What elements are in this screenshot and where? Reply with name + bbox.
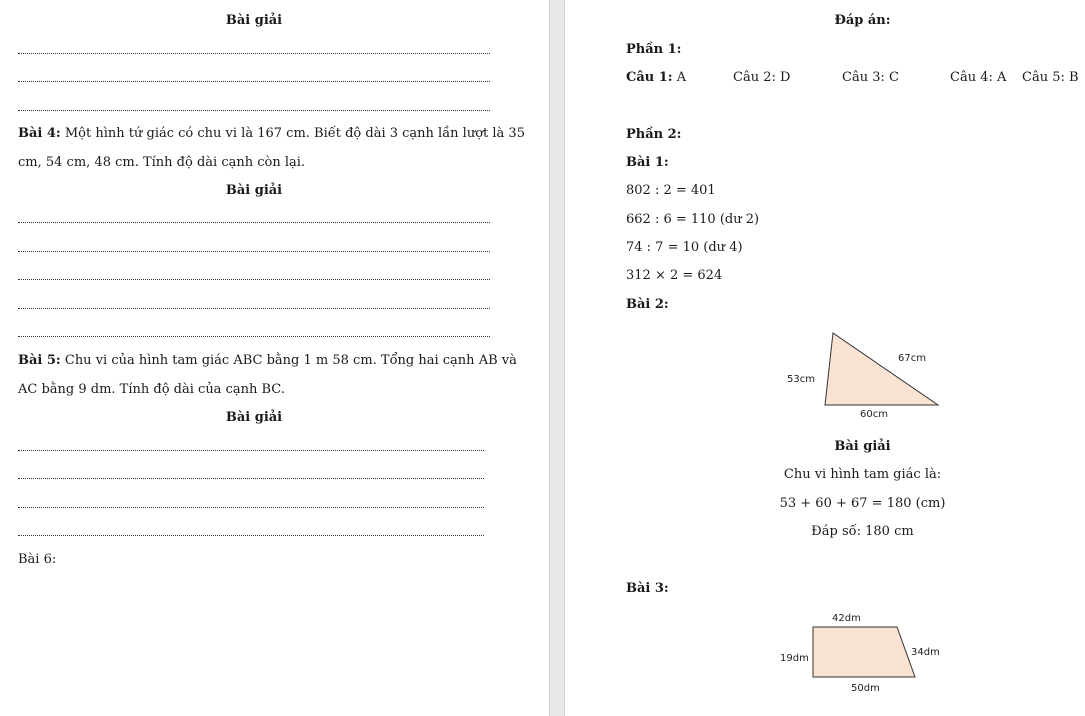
triangle-label-hypotenuse: 67cm — [898, 353, 926, 364]
solution-heading-1: Bài giải — [225, 13, 283, 28]
answer-item-3 — [842, 70, 899, 86]
bai5-label: Bài 5: — [18, 353, 61, 368]
solution-heading-2: Bài giải — [225, 183, 283, 198]
answer-line — [18, 507, 484, 508]
answer-line — [18, 110, 490, 111]
calc-line-3: 74 : 7 = 10 (dư 4) — [626, 240, 743, 255]
answer-line — [18, 53, 490, 54]
answer-question: Câu 4: — [950, 70, 993, 85]
calc-line-1: 802 : 2 = 401 — [626, 183, 716, 198]
answer-line — [18, 450, 484, 451]
bai2-solution-answer: Đáp số: 180 cm — [811, 524, 914, 539]
answer-question: Câu 3: — [842, 70, 885, 85]
page-gutter — [549, 0, 565, 716]
triangle-shape — [825, 333, 938, 405]
bai4-question-line1 — [18, 126, 525, 142]
answer-value: A — [992, 70, 1007, 85]
bai2-solution-calc: 53 + 60 + 67 = 180 (cm) — [779, 496, 946, 511]
bai4-label: Bài 4: — [18, 126, 61, 141]
bai5-text-2: AC bằng 9 dm. Tính độ dài của cạnh BC. — [18, 382, 285, 397]
bai2-solution-heading: Bài giải — [834, 439, 891, 454]
triangle-figure — [780, 325, 950, 425]
answer-question: Câu 2: — [733, 70, 776, 85]
answer-item-1 — [626, 70, 686, 86]
answer-value: C — [884, 70, 899, 85]
trapezoid-shape — [813, 627, 915, 677]
triangle-label-left: 53cm — [787, 374, 815, 385]
answer-value: A — [672, 70, 687, 85]
trapezoid-label-left: 19dm — [780, 653, 809, 664]
calc-line-4: 312 × 2 = 624 — [626, 268, 723, 283]
answers-title: Đáp án: — [834, 13, 891, 28]
bai2-solution-text: Chu vi hình tam giác là: — [783, 467, 942, 482]
answer-value: D — [775, 70, 791, 85]
trapezoid-label-right: 34dm — [911, 647, 940, 658]
bai4-text-2: cm, 54 cm, 48 cm. Tính độ dài cạnh còn lại. — [18, 155, 306, 170]
right-page — [565, 0, 1085, 716]
answer-line — [18, 81, 490, 82]
answer-line — [18, 251, 490, 252]
answer-item-5 — [1022, 70, 1079, 86]
answer-question: Câu 1: — [626, 70, 673, 85]
answer-value: B — [1064, 70, 1079, 85]
answer-line — [18, 478, 484, 479]
bai5-question-line1 — [18, 353, 517, 369]
answer-line — [18, 308, 490, 309]
answer-line — [18, 222, 490, 223]
part1-heading: Phần 1: — [626, 42, 682, 57]
triangle-label-bottom: 60cm — [860, 409, 888, 420]
calc-line-2: 662 : 6 = 110 (dư 2) — [626, 212, 760, 227]
answer-line — [18, 336, 490, 337]
bai3-heading: Bài 3: — [626, 581, 669, 596]
bai1-heading: Bài 1: — [626, 155, 669, 170]
bai5-text-1: Chu vi của hình tam giác ABC bằng 1 m 58 cm. Tổng hai cạnh AB và — [60, 353, 517, 368]
part2-heading: Phần 2: — [626, 127, 682, 142]
bai6-label: Bài 6: — [18, 552, 57, 567]
trapezoid-figure — [775, 605, 950, 700]
bai2-heading: Bài 2: — [626, 297, 669, 312]
answer-item-4 — [950, 70, 1006, 86]
solution-heading-3: Bài giải — [225, 410, 283, 425]
answer-line — [18, 279, 490, 280]
trapezoid-label-top: 42dm — [832, 613, 861, 624]
answer-item-2 — [733, 70, 790, 86]
answer-line — [18, 535, 484, 536]
bai4-text-1: Một hình tứ giác có chu vi là 167 cm. Biết độ dài 3 cạnh lần lượt là 35 — [60, 126, 525, 141]
trapezoid-label-bottom: 50dm — [851, 683, 880, 694]
answer-question: Câu 5: — [1022, 70, 1065, 85]
